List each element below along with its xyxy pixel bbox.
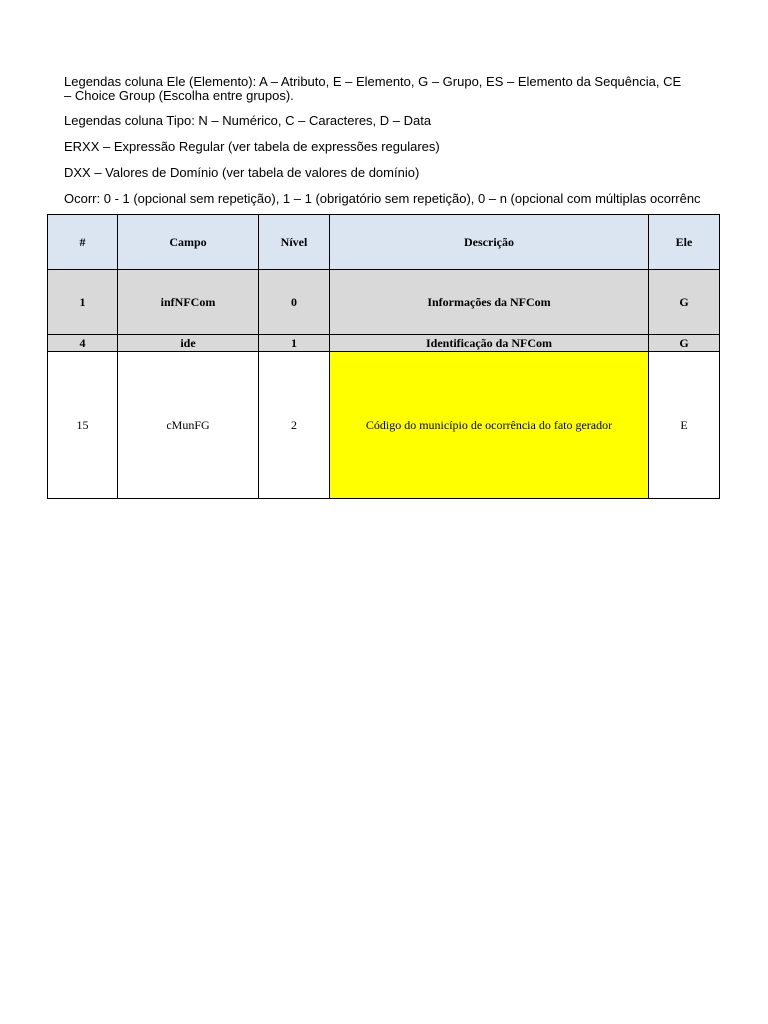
table-row bbox=[48, 270, 720, 335]
legend-dxx: DXX – Valores de Domínio (ver tabela de valores de domínio) bbox=[64, 165, 420, 180]
cell-campo: infNFCom bbox=[118, 270, 259, 335]
table-row bbox=[48, 352, 720, 499]
cell-descricao: Identificação da NFCom bbox=[330, 335, 649, 352]
header-campo: Campo bbox=[118, 215, 259, 270]
header-num: # bbox=[48, 215, 118, 270]
cell-nivel: 2 bbox=[259, 352, 330, 499]
cell-descricao: Informações da NFCom bbox=[330, 270, 649, 335]
cell-ele: G bbox=[649, 335, 720, 352]
cell-num: 1 bbox=[48, 270, 118, 335]
header-descricao: Descrição bbox=[330, 215, 649, 270]
header-ele: Ele bbox=[649, 215, 720, 270]
cell-ele: E bbox=[649, 352, 720, 499]
cell-campo: ide bbox=[118, 335, 259, 352]
cell-descricao-highlighted: Código do município de ocorrência do fato gerador bbox=[330, 352, 649, 499]
cell-ele: G bbox=[649, 270, 720, 335]
legend-tipo: Legendas coluna Tipo: N – Numérico, C – Caracteres, D – Data bbox=[64, 113, 432, 128]
legend-ele-line1: Legendas coluna Ele (Elemento): A – Atributo, E – Elemento, G – Grupo, ES – Elemento da Sequência, CE bbox=[64, 74, 682, 89]
field-spec-table bbox=[47, 214, 720, 499]
header-nivel: Nível bbox=[259, 215, 330, 270]
cell-campo: cMunFG bbox=[118, 352, 259, 499]
legend-ocorr: Ocorr: 0 - 1 (opcional sem repetição), 1 – 1 (obrigatório sem repetição), 0 – n (opcional com múltiplas ocorrênc bbox=[64, 191, 701, 206]
legend-erxx: ERXX – Expressão Regular (ver tabela de expressões regulares) bbox=[64, 139, 440, 154]
cell-nivel: 0 bbox=[259, 270, 330, 335]
table-header-row bbox=[48, 215, 720, 270]
table-row bbox=[48, 335, 720, 352]
legend-ele-line2: – Choice Group (Escolha entre grupos). bbox=[64, 88, 294, 103]
cell-nivel: 1 bbox=[259, 335, 330, 352]
cell-num: 15 bbox=[48, 352, 118, 499]
cell-num: 4 bbox=[48, 335, 118, 352]
